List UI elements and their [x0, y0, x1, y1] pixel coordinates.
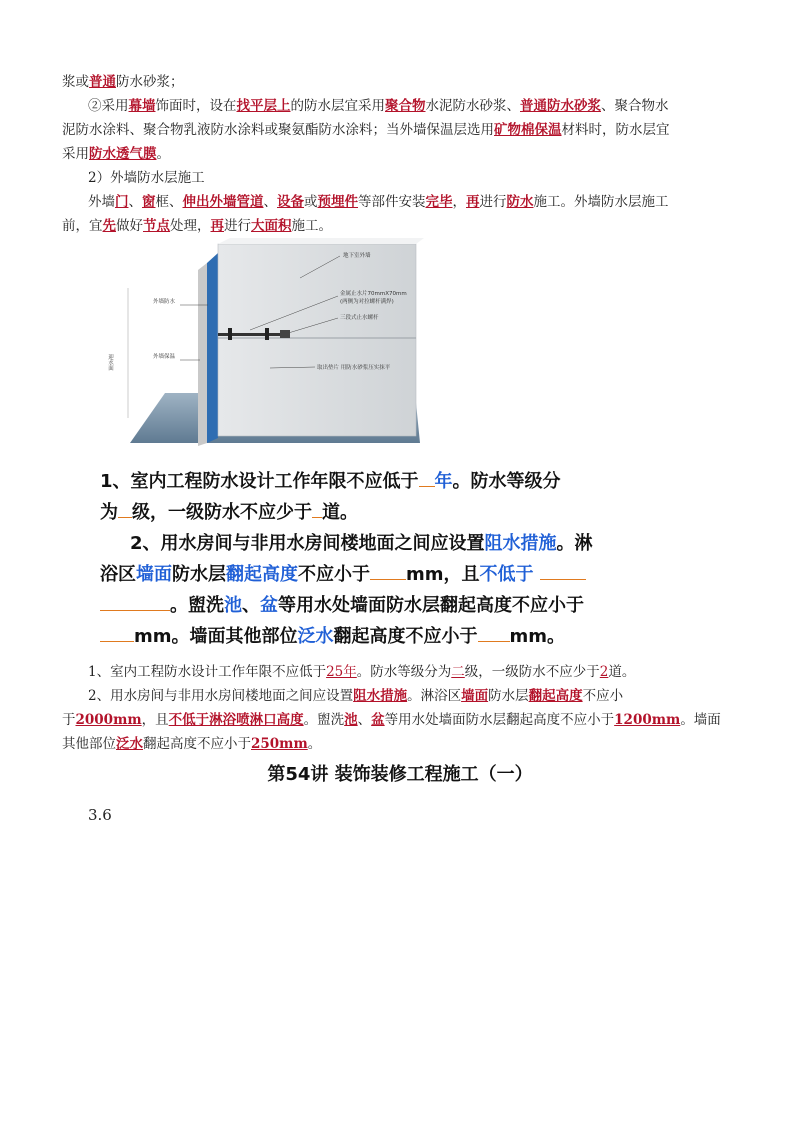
text: 、	[242, 595, 260, 616]
text: 。盥洗	[303, 712, 345, 728]
answer-line	[62, 733, 740, 756]
answer-value: 盆	[371, 712, 385, 728]
text: 防水砂浆；	[116, 74, 184, 90]
text: 前，宜	[62, 218, 103, 234]
answer-value: 25年	[326, 664, 357, 680]
text: ，	[452, 194, 466, 210]
paragraph-line	[62, 191, 740, 214]
text: 施工。外墙防水层施工	[533, 194, 669, 210]
text: 翻起高度不应小于	[143, 736, 251, 752]
label-cut-off: 取出垫片 用防水砂浆压实抹平	[317, 365, 391, 371]
text: 材料时，防水层宜	[561, 122, 670, 138]
text: 2、用水房间与非用水房间楼地面之间应设置	[130, 533, 485, 554]
answer-value: 阻水措施	[353, 688, 408, 704]
quiz-line	[100, 497, 620, 528]
label-exterior-waterproof: 外墙防水	[153, 299, 176, 305]
text: 框、	[155, 194, 183, 210]
label-metal-stop-sub: (两侧为对拉螺杆满焊)	[340, 299, 394, 305]
blue-term: 翻起高度	[226, 564, 298, 585]
text: 、	[357, 712, 372, 728]
answer-value: 泛水	[116, 736, 143, 752]
blank	[100, 641, 134, 642]
answer-line	[62, 709, 740, 732]
blank	[370, 579, 406, 580]
highlight-term: 普通防水砂浆	[520, 98, 601, 114]
text: 或	[304, 194, 318, 210]
text: 级，一级防水不应少于	[132, 502, 312, 523]
text: 。墙面其他部位	[171, 626, 298, 647]
quiz-line	[130, 528, 650, 559]
blank	[100, 610, 170, 611]
text: ，且	[443, 564, 480, 585]
text: 级，一级防水不应少于	[464, 664, 600, 680]
lecture-heading: 第54讲 装饰装修工程施工（一）	[267, 764, 533, 785]
label-water-face: 迎水面	[107, 354, 113, 371]
highlight-term: 大面积	[251, 218, 292, 234]
basement-wall	[218, 244, 416, 436]
text: 防水层	[172, 564, 226, 585]
waterproof-layer	[207, 253, 218, 443]
text: 、聚合物水	[601, 98, 669, 114]
text: 外墙	[88, 194, 115, 210]
text: 。防水等级分	[452, 471, 561, 492]
text: 施工。	[291, 218, 332, 234]
answer-value: 墙面	[461, 688, 489, 704]
text: 不应小	[582, 688, 624, 704]
text: 浆或	[62, 74, 89, 90]
text: 其他部位	[62, 736, 116, 752]
text: 进行	[479, 194, 507, 210]
blue-term: 不低于	[479, 564, 534, 585]
text: 浴区	[100, 564, 136, 585]
label-three-part-bolt: 三段式止水螺杆	[340, 315, 379, 321]
blue-term: 墙面	[136, 564, 172, 585]
text: 的防水层宜采用	[290, 98, 385, 114]
highlight-term: 门	[115, 194, 129, 210]
answer-value: 1200mm	[614, 712, 681, 728]
highlight-term: 完毕	[425, 194, 453, 210]
answer-value: 250mm	[251, 736, 308, 752]
text: 道。	[608, 664, 636, 680]
quiz-line	[100, 590, 620, 621]
highlight-term: 再	[466, 194, 480, 210]
text: mm	[134, 626, 172, 647]
highlight-term: 节点	[143, 218, 170, 234]
text: 1、室内工程防水设计工作年限不应低于	[100, 471, 419, 492]
text: 水泥防水砂浆、	[425, 98, 520, 114]
text: 1、室内工程防水设计工作年限不应低于	[88, 664, 327, 680]
answer-value: 二	[451, 664, 465, 680]
highlight-term: 再	[210, 218, 224, 234]
text: 防水层	[488, 688, 529, 704]
text: mm	[406, 564, 444, 585]
quiz-line	[100, 466, 620, 497]
text: 。盥洗	[170, 595, 224, 616]
text: 。防水等级分为	[356, 664, 452, 680]
blank	[118, 517, 132, 518]
highlight-term: 普通	[89, 74, 116, 90]
text: 等用水处墙面防水层翻起高度不应小于	[384, 712, 615, 728]
answer-value: 不低于淋浴喷淋口高度	[168, 712, 304, 728]
blank	[540, 579, 586, 580]
highlight-term: 窗	[142, 194, 156, 210]
blank	[312, 517, 322, 518]
text: ②采用	[88, 98, 129, 114]
answer-line	[62, 661, 740, 684]
text: 。淋	[556, 533, 593, 554]
label-exterior-insulation: 外墙保温	[153, 354, 176, 360]
text: 。	[340, 502, 358, 523]
text: 于	[62, 712, 76, 728]
paragraph-line	[62, 215, 740, 238]
text: 。淋浴区	[407, 688, 462, 704]
highlight-term: 找平层上	[236, 98, 291, 114]
insulation-layer	[198, 263, 207, 446]
quiz-line	[100, 621, 620, 652]
highlight-term: 预埋件	[317, 194, 358, 210]
blue-term: 阻水措施	[484, 533, 557, 554]
text: 处理，	[170, 218, 211, 234]
text: 2、用水房间与非用水房间楼地面之间应设置	[88, 688, 354, 704]
paragraph-line	[62, 143, 740, 166]
highlight-term: 防水	[506, 194, 534, 210]
text: 等部件安装	[358, 194, 426, 210]
text: 。	[547, 626, 566, 647]
answer-line	[62, 685, 740, 708]
highlight-term: 伸出外墙管道	[182, 194, 264, 210]
wall-waterproof-figure	[100, 238, 440, 448]
text: 道	[322, 502, 340, 523]
highlight-term: 幕墙	[128, 98, 156, 114]
text: 饰面时，设在	[155, 98, 237, 114]
paragraph-line	[62, 119, 740, 142]
wall-diagram	[100, 238, 440, 448]
text: 为	[100, 502, 118, 523]
answer-value: 翻起高度	[528, 688, 583, 704]
text: 。	[156, 146, 170, 162]
answer-value: 2	[599, 664, 609, 680]
text: 不应小于	[298, 564, 370, 585]
label-basement-wall: 地下室外墙	[343, 253, 371, 259]
highlight-term: 设备	[277, 194, 304, 210]
highlight-term: 防水透气膜	[89, 146, 157, 162]
text: mm	[509, 626, 548, 647]
text: 。墙面	[680, 712, 721, 728]
paragraph-line	[62, 71, 740, 94]
text: 等用水处墙面防水层翻起高度不应小于	[278, 595, 584, 616]
text: 翻起高度不应小于	[333, 626, 478, 647]
text: 进行	[224, 218, 251, 234]
highlight-term: 聚合物	[385, 98, 426, 114]
answer-value: 2000mm	[75, 712, 142, 728]
subheading: 2）外墙防水层施工	[88, 170, 205, 186]
text: 采用	[62, 146, 89, 162]
highlight-term: 先	[102, 218, 116, 234]
blue-term: 池	[224, 595, 242, 616]
section-number: 3.6	[88, 806, 112, 824]
blue-term: 泛水	[297, 626, 334, 647]
blank	[419, 486, 435, 487]
text: 、	[128, 194, 142, 210]
blue-term: 盆	[260, 595, 278, 616]
text: 泥防水涂料、聚合物乳液防水涂料或聚氨酯防水涂料；当外墙保温层选用	[62, 122, 494, 138]
paragraph-line	[62, 95, 740, 118]
text: 、	[263, 194, 277, 210]
highlight-term: 矿物棉保温	[494, 122, 562, 138]
quiz-line	[100, 559, 620, 590]
text: 。	[307, 736, 322, 752]
wall-top	[218, 238, 424, 244]
label-metal-stop: 金属止水片70mmX70mm	[340, 291, 407, 297]
answer-unit: 年	[434, 471, 453, 492]
text: ，且	[141, 712, 169, 728]
blank	[478, 641, 510, 642]
answer-value: 池	[344, 712, 358, 728]
text: 做好	[116, 218, 143, 234]
